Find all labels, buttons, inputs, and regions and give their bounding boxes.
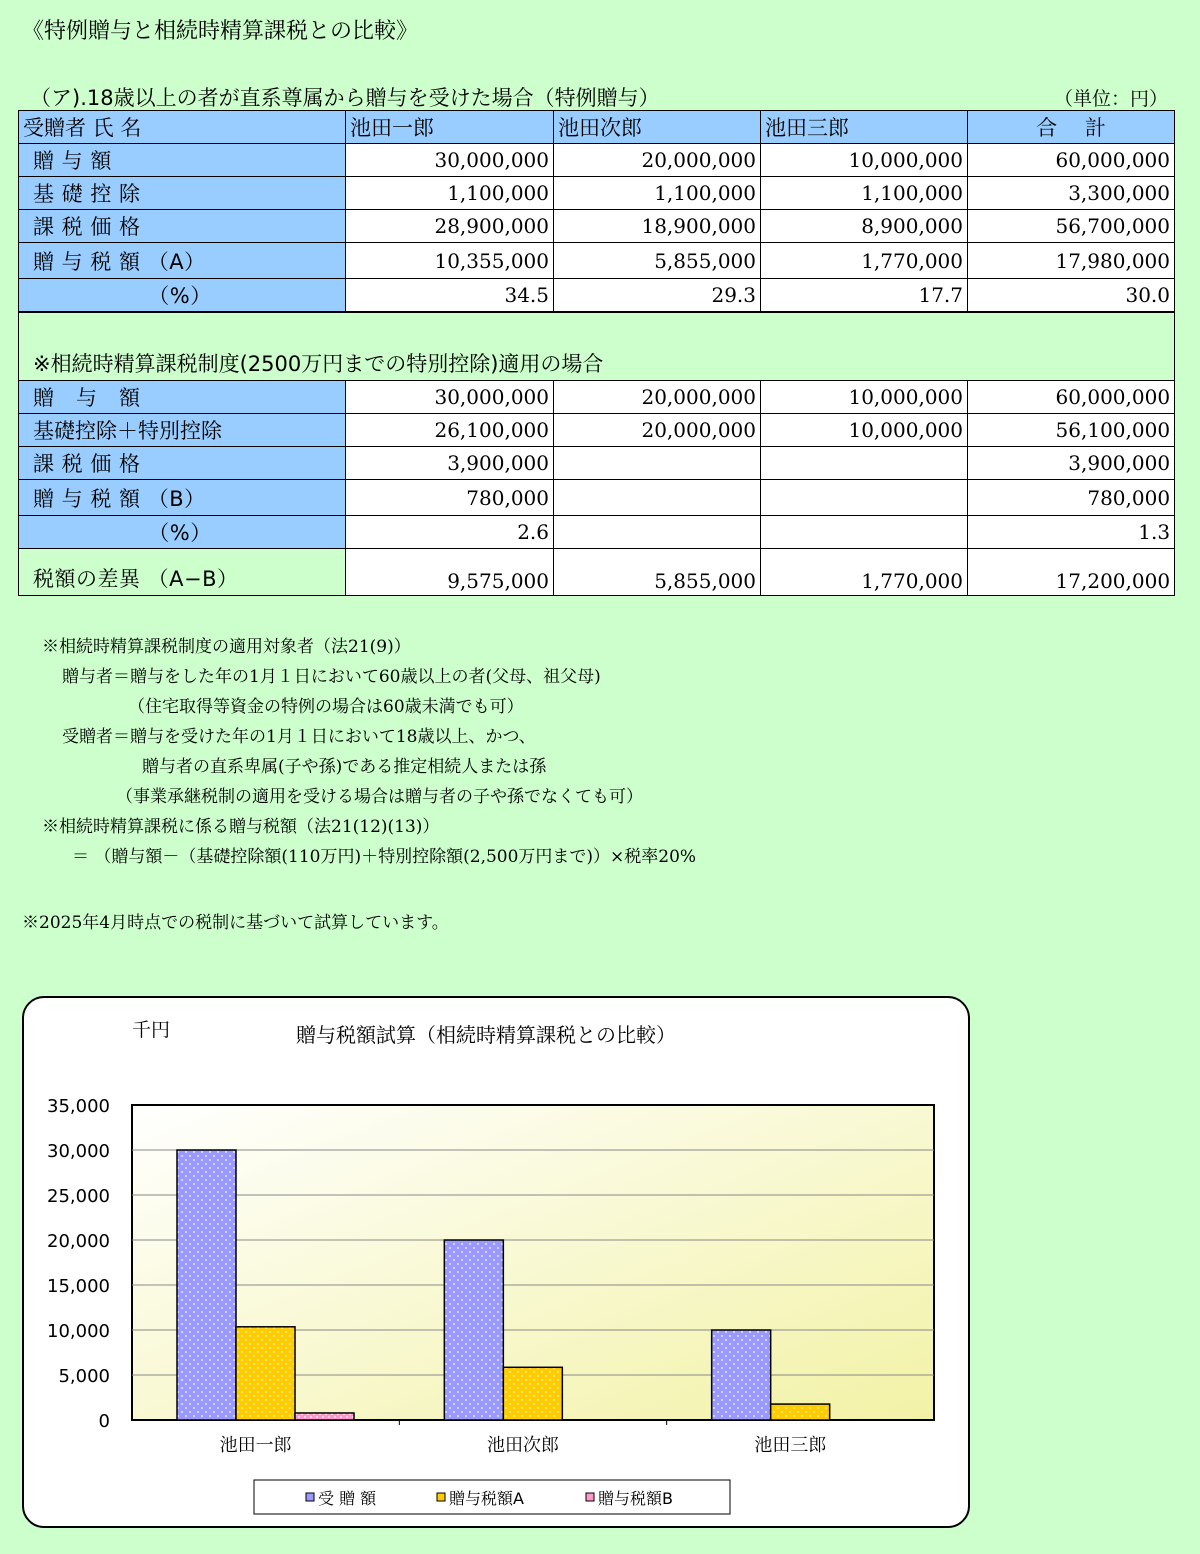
x-tick-label: 池田一郎: [219, 1435, 292, 1456]
table-cell: 1.3: [968, 516, 1175, 549]
table-cell: [554, 447, 761, 480]
table-cell: 10,355,000: [346, 243, 554, 279]
header-person-2: 池田次郎: [554, 111, 761, 144]
table-cell: 17,200,000: [968, 549, 1175, 596]
note-line: （住宅取得等資金の特例の場合は60歳未満でも可）: [128, 697, 524, 717]
table-cell: 1,770,000: [761, 549, 968, 596]
legend-label: 贈与税額B: [598, 1489, 673, 1508]
comparison-table-b: [18, 312, 1175, 596]
header-total: 合 計: [968, 111, 1175, 144]
row-label: 課 税 価 格: [19, 210, 346, 243]
table-cell: 5,855,000: [554, 243, 761, 279]
unit-label: （単位：円）: [1053, 88, 1168, 110]
chart-title: 贈与税額試算（相続時精算課税との比較）: [296, 1023, 676, 1047]
header-person-3: 池田三郎: [761, 111, 968, 144]
row-label: 税額の差異 （A−B）: [19, 549, 346, 596]
table-cell: 780,000: [346, 480, 554, 516]
bar-chart: [24, 998, 968, 1526]
table-cell: 56,700,000: [968, 210, 1175, 243]
table-cell: 20,000,000: [554, 414, 761, 447]
table-cell: 56,100,000: [968, 414, 1175, 447]
table-cell: 1,100,000: [761, 177, 968, 210]
row-label: 基 礎 控 除: [19, 177, 346, 210]
y-tick-label: 35,000: [47, 1096, 110, 1117]
table-cell: 10,000,000: [761, 414, 968, 447]
legend-swatch: [437, 1493, 445, 1501]
table-header-row: [19, 111, 1175, 144]
table-cell: 18,900,000: [554, 210, 761, 243]
table-row: [19, 447, 1175, 480]
table-cell: 30.0: [968, 279, 1175, 312]
table-row: [19, 210, 1175, 243]
x-tick-label: 池田三郎: [754, 1435, 827, 1456]
table-cell: 60,000,000: [968, 144, 1175, 177]
chart-container: [22, 996, 970, 1528]
table-cell: 8,900,000: [761, 210, 968, 243]
section-a-title: （ア).18歳以上の者が直系尊属から贈与を受けた場合（特例贈与）: [30, 86, 660, 110]
legend-swatch: [586, 1493, 594, 1501]
table-cell: 30,000,000: [346, 381, 554, 414]
row-label: 課 税 価 格: [19, 447, 346, 480]
table-cell: 5,855,000: [554, 549, 761, 596]
footnote: ※2025年4月時点での税制に基づいて試算しています。: [22, 913, 449, 933]
bar: [295, 1413, 354, 1420]
bar: [712, 1330, 771, 1420]
bar: [236, 1327, 295, 1420]
table-row: [19, 549, 1175, 596]
legend-label: 受 贈 額: [318, 1489, 377, 1508]
y-tick-label: 25,000: [47, 1186, 110, 1207]
note-line: 受贈者＝贈与を受けた年の1月１日において18歳以上、かつ、: [62, 727, 536, 747]
legend-swatch: [306, 1493, 314, 1501]
y-tick-label: 15,000: [47, 1276, 110, 1297]
table-cell: [554, 480, 761, 516]
note-line: ＝ （贈与額－（基礎控除額(110万円)＋特別控除額(2,500万円まで)）×税率20%: [72, 847, 697, 867]
table-cell: 17.7: [761, 279, 968, 312]
table-row: [19, 144, 1175, 177]
note-line: ※相続時精算課税制度の適用対象者（法21(9)）: [42, 637, 411, 657]
row-label: （%）: [19, 516, 346, 549]
table-cell: 17,980,000: [968, 243, 1175, 279]
table-cell: 10,000,000: [761, 381, 968, 414]
page-title: 《特例贈与と相続時精算課税との比較》: [22, 19, 419, 44]
table-row: [19, 243, 1175, 279]
y-unit-label: 千円: [132, 1019, 171, 1041]
bar: [503, 1367, 562, 1420]
table-cell: 29.3: [554, 279, 761, 312]
table-cell: 780,000: [968, 480, 1175, 516]
table-cell: 1,770,000: [761, 243, 968, 279]
table-row: [19, 480, 1175, 516]
row-label: 基礎控除＋特別控除: [19, 414, 346, 447]
row-label: 贈 与 額: [19, 144, 346, 177]
table-cell: 10,000,000: [761, 144, 968, 177]
y-tick-label: 0: [98, 1411, 110, 1432]
table-cell: 30,000,000: [346, 144, 554, 177]
legend-label: 贈与税額A: [449, 1489, 524, 1508]
table-cell: 20,000,000: [554, 381, 761, 414]
bar: [771, 1404, 830, 1420]
table-row: [19, 381, 1175, 414]
row-label: （%）: [19, 279, 346, 312]
section-b-title: ※相続時精算課税制度(2500万円までの特別控除)適用の場合: [19, 313, 1175, 381]
y-tick-label: 20,000: [47, 1231, 110, 1252]
table-cell: 60,000,000: [968, 381, 1175, 414]
header-person-1: 池田一郎: [346, 111, 554, 144]
header-name-label: 受贈者 氏 名: [19, 111, 346, 144]
row-label: 贈 与 額: [19, 381, 346, 414]
table-cell: 1,100,000: [554, 177, 761, 210]
table-cell: [761, 516, 968, 549]
section-b-title-row: [19, 313, 1175, 381]
table-cell: 28,900,000: [346, 210, 554, 243]
table-row: [19, 279, 1175, 312]
table-row: [19, 516, 1175, 549]
table-cell: [554, 516, 761, 549]
note-line: 贈与者の直系卑属(子や孫)である推定相続人または孫: [142, 757, 547, 777]
row-label: 贈 与 税 額 （A）: [19, 243, 346, 279]
x-tick-label: 池田次郎: [487, 1435, 559, 1456]
y-tick-label: 30,000: [47, 1141, 110, 1162]
table-cell: 3,900,000: [968, 447, 1175, 480]
table-cell: [761, 480, 968, 516]
bar: [177, 1150, 236, 1420]
bar: [444, 1240, 503, 1420]
table-cell: 3,300,000: [968, 177, 1175, 210]
note-line: （事業承継税制の適用を受ける場合は贈与者の子や孫でなくても可）: [116, 787, 643, 807]
table-cell: 1,100,000: [346, 177, 554, 210]
table-cell: [761, 447, 968, 480]
table-row: [19, 414, 1175, 447]
comparison-table-a: [18, 110, 1175, 312]
y-tick-label: 10,000: [47, 1321, 110, 1342]
row-label: 贈 与 税 額 （B）: [19, 480, 346, 516]
note-line: ※相続時精算課税に係る贈与税額（法21(12)(13)）: [42, 817, 440, 837]
table-cell: 9,575,000: [346, 549, 554, 596]
table-cell: 3,900,000: [346, 447, 554, 480]
table-cell: 34.5: [346, 279, 554, 312]
y-tick-label: 5,000: [58, 1366, 110, 1387]
table-row: [19, 177, 1175, 210]
note-line: 贈与者＝贈与をした年の1月１日において60歳以上の者(父母、祖父母): [62, 667, 601, 687]
table-cell: 26,100,000: [346, 414, 554, 447]
table-cell: 20,000,000: [554, 144, 761, 177]
table-cell: 2.6: [346, 516, 554, 549]
